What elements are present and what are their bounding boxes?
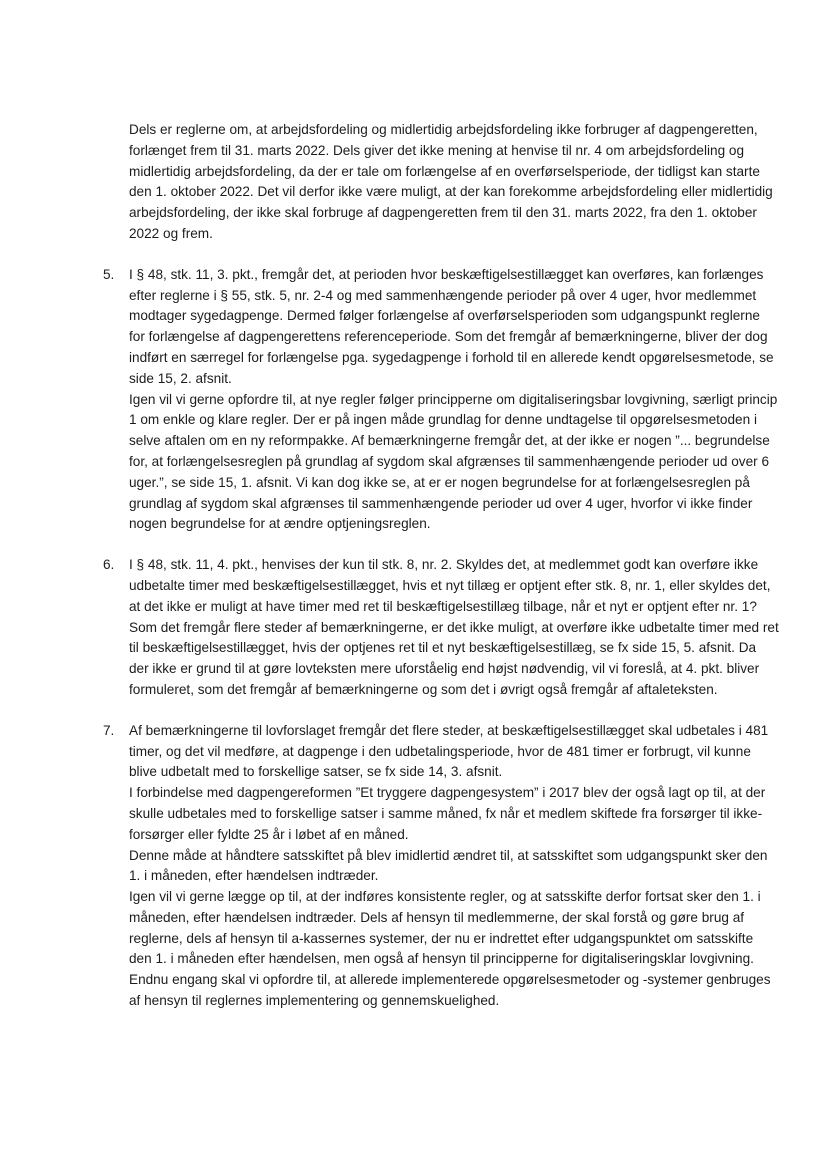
list-item-number: 5. <box>103 266 115 282</box>
document-body <box>103 120 779 1032</box>
list-item-paragraph: Igen vil vi gerne opfordre til, at nye regler følger principperne om digitaliseringsbar lovgivning, særligt princip 1 om enkle og klare regler. Der er på ingen måde grundlag for denne undtagelse til opgørelsesmetoden i selve aftalen om en ny reformpakke. Af bemærkningerne fremgår det, at der ikke er nogen ”... begrundelse for, at forlængelsesreglen på grundlag af sygdom skal afgrænses til sammenhængende perioder ud over 6 uger.”, se side 15, 1. afsnit. Vi kan dog ikke se, at er er nogen begrundelse for at forlængelsesreglen på grundlag af sygdom skal afgrænses til sammenhængende perioder ud over 4 uger, hvorfor vi ikke finder nogen begrundelse for at ændre optjeningsreglen. <box>129 391 778 532</box>
list-item-paragraph: Denne måde at håndtere satsskiftet på blev imidlertid ændret til, at satsskiftet som udgangspunkt sker den 1. i måneden, efter hændelsen indtræder. <box>129 847 768 884</box>
list-item-paragraph: I forbindelse med dagpengereformen ”Et tryggere dagpengesystem” i 2017 blev der også lagt op til, at der skulle udbetales med to forskellige satser i samme måned, fx når et medlem skiftede fra forsørger til ikke-forsørger eller fyldte 25 år i løbet af en måned. <box>129 785 766 842</box>
list-item-paragraph: Igen vil vi gerne lægge op til, at der indføres konsistente regler, og at satsskifte derfor fortsat sker den 1. i måneden, efter hændelsen indtræder. Dels af hensyn til medlemmerne, der skal forstå og gøre brug af reglerne, dels af hensyn til a-kassernes systemer, der nu er indrettet efter udgangspunktet om satsskifte den 1. i måneden efter hændelsen, men også af hensyn til principperne for digitaliseringsklar lovgivning. Endnu engang skal vi opfordre til, at allerede implementerede opgørelsesmetoder og -systemer genbruges af hensyn til reglernes implementering og gennemskuelighed. <box>129 889 771 1009</box>
list-item-5 <box>103 265 779 535</box>
list-item-paragraph: Som det fremgår flere steder af bemærkningerne, er det ikke muligt, at overføre ikke udbetalte timer med ret til beskæftigelsestillægget, hvis der optjenes ret til et nyt beskæftigelsestillæg, se fx side 15, 5. afsnit. Da der ikke er grund til at gøre lovteksten mere uforståelig end højst nødvendig, vil vi foreslå, at 4. pkt. bliver formuleret, som det fremgår af bemærkningerne og som det i øvrigt også fremgår af aftaleteksten. <box>129 619 779 697</box>
list-item-number: 7. <box>103 722 115 738</box>
list-item-number: 6. <box>103 557 115 573</box>
list-item-paragraph: I § 48, stk. 11, 3. pkt., fremgår det, at perioden hvor beskæftigelsestillægget kan overføres, kan forlænges efter reglerne i § 55, stk. 5, nr. 2-4 og med sammenhængende perioder på over 4 uger, hvor medlemmet modtager sygedagpenge. Dermed følger forlængelse af overførselsperioden som udgangspunkt reglerne for forlængelse af dagpengerettens referenceperiode. Som det fremgår af bemærkningerne, bliver der dog indført en særregel for forlængelse pga. sygedagpenge i forhold til en allerede kendt opgørelsesmetode, se side 15, 2. afsnit. <box>129 266 774 386</box>
list-item-paragraph: Af bemærkningerne til lovforslaget fremgår det flere steder, at beskæftigelsestillægget skal udbetales i 481 timer, og det vil medføre, at dagpenge i den udbetalingsperiode, hvor de 481 timer er forbrugt, vil kunne blive udbetalt med to forskellige satser, se fx side 14, 3. afsnit. <box>129 722 769 780</box>
list-item-7 <box>103 721 779 1012</box>
list-item-paragraph: I § 48, stk. 11, 4. pkt., henvises der kun til stk. 8, nr. 2. Skyldes det, at medlemmet godt kan overføre ikke udbetalte timer med beskæftigelsestillægget, hvis et nyt tillæg er optjent efter stk. 8, nr. 1, eller skyldes det, at det ikke er muligt at have timer med ret til beskæftigelsestillæg tilbage, når et nyt er optjent efter nr. 1? <box>129 557 771 614</box>
list-item-6 <box>103 555 779 701</box>
intro-paragraph: Dels er reglerne om, at arbejdsfordeling og midlertidig arbejdsfordeling ikke forbruger af dagpengeretten, forlænget frem til 31. marts 2022. Dels giver det ikke mening at henvise til nr. 4 om arbejdsfordeling og midlertidig arbejdsfordeling, da der er tale om forlængelse af en overførselsperiode, der tidligst kan starte den 1. oktober 2022. Det vil derfor ikke være muligt, at der kan forekomme arbejdsfordeling eller midlertidig arbejdsfordeling, der ikke skal forbruge af dagpengeretten frem til den 31. marts 2022, fra den 1. oktober 2022 og frem. <box>129 122 773 241</box>
